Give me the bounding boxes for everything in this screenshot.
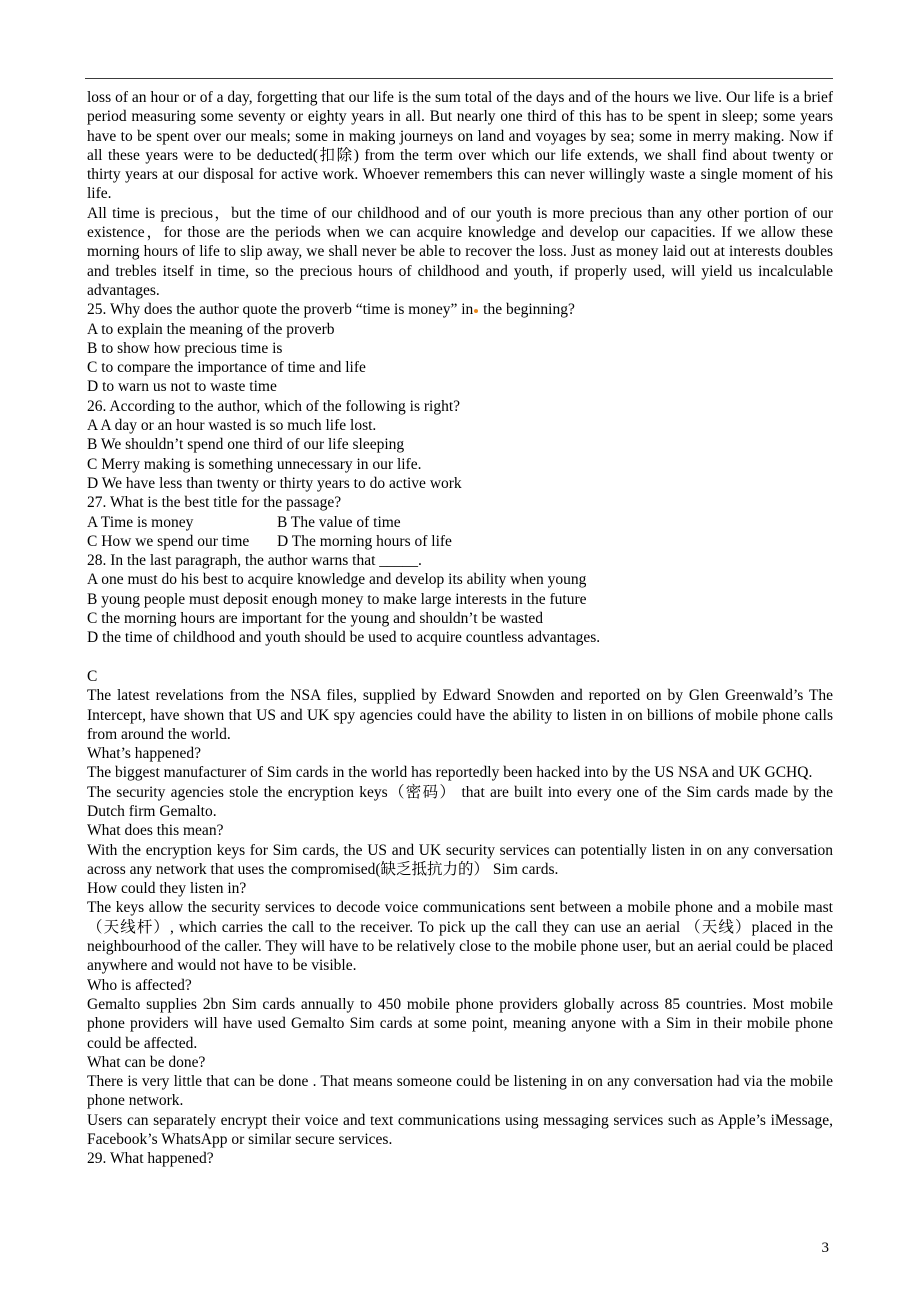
options-row [87,532,833,551]
option-right: B The value of time [277,513,401,531]
question-text: 25. Why does the author quote the proverb “time is money” in [87,301,474,319]
paragraph: With the encryption keys for Sim cards, the US and UK security services can potentially listen in on any conversation across any network that uses the compromised(缺乏抵抗力的） Sim cards. [87,841,833,878]
text-line: B young people must deposit enough money to make large interests in the future [87,590,587,608]
paragraph: The security agencies stole the encryption keys（密码） that are built into every one of the Sim cards made by the Dutch firm Gemalto. [87,783,833,820]
text-line: How could they listen in? [87,880,247,898]
text-line: A to explain the meaning of the proverb [87,320,335,338]
blank-line [87,648,833,667]
text-line: A one must do his best to acquire knowledge and develop its ability when young [87,571,587,589]
document-body [87,88,833,1169]
text-line: What does this mean? [87,822,224,840]
text-line: What can be done? [87,1053,206,1071]
paragraph: The latest revelations from the NSA files, supplied by Edward Snowden and reported on by Glen Greenwald’s The Intercept, have shown that US and UK spy agencies could have the ability to listen in on billions of mobile phone calls from around the world. [87,687,833,743]
text-line: C Merry making is something unnecessary in our life. [87,455,422,473]
paragraph: loss of an hour or of a day, forgetting that our life is the sum total of the days and of the hours we live. Our life is a brief period measuring some seventy or eighty years in all. But nearly one third of this has to be spent in sleep; some years have to be spent over our meals; some in making journeys on land and voyages by sea; some in merry making. Now if all these years were to be deducted(扣除) from the term over which our life extends, we shall find about twenty or thirty years at our disposal for active work. Whoever remembers this can never willingly waste a single moment of his life. [87,89,833,203]
text-line: C the morning hours are important for the young and shouldn’t be wasted [87,610,544,628]
paragraph: Users can separately encrypt their voice and text communications using messaging services such as Apple’s iMessage, Facebook’s WhatsApp or similar secure services. [87,1111,833,1149]
option-left: A Time is money [87,513,194,531]
text-line: C [87,667,98,685]
text-line: 26. According to the author, which of the following is right? [87,397,461,415]
page-number: 3 [821,1240,829,1256]
text-line: Who is affected? [87,976,192,994]
question-line [87,300,833,319]
text-line: What’s happened? [87,745,202,763]
paragraph: All time is precious，but the time of our childhood and of our youth is more precious than any other portion of our existence，for those are the periods when we can acquire knowledge and develop our capacities. If we allow these morning hours of life to slip away, we shall never be able to recover the loss. Just as money laid out at interests doubles and trebles itself in time, so the precious hours of childhood and youth, if properly used, will yield us incalculable advantages. [87,204,833,299]
text-line: D the time of childhood and youth should be used to acquire countless advantages. [87,629,601,647]
text-line: D to warn us not to waste time [87,378,277,396]
text-line: 27. What is the best title for the passage? [87,494,342,512]
spellcheck-dot-icon [474,309,478,313]
paragraph: Gemalto supplies 2bn Sim cards annually to 450 mobile phone providers globally across 85 countries. Most mobile phone providers will have used Gemalto Sim cards at some point, meaning anyone with a Sim in their mobile phone could be affected. [87,995,833,1052]
header-rule [85,78,833,79]
text-line: 28. In the last paragraph, the author warns that _____. [87,552,422,570]
question-text: the beginning? [479,301,575,319]
option-left: C How we spend our time [87,532,250,550]
options-row [87,513,833,532]
option-right: D The morning hours of life [277,532,452,550]
text-line: D We have less than twenty or thirty years to do active work [87,474,462,492]
text-line: A A day or an hour wasted is so much life lost. [87,417,377,435]
paragraph: The keys allow the security services to decode voice communications sent between a mobile phone and a mobile mast（天线杆）, which carries the call to the receiver. To pick up the call they can use an aerial （天线）placed in the neighbourhood of the caller. They will have to be relatively close to the mobile phone user, but an aerial could be placed anywhere and would not have to be visible. [87,899,833,975]
paragraph: The biggest manufacturer of Sim cards in the world has reportedly been hacked into by the US NSA and UK GCHQ. [87,764,813,782]
paragraph: There is very little that can be done . That means someone could be listening in on any conversation had via the mobile phone network. [87,1073,833,1110]
text-line: C to compare the importance of time and life [87,359,366,377]
text-line: 29. What happened? [87,1150,214,1168]
text-line: B to show how precious time is [87,339,283,357]
text-line: B We shouldn’t spend one third of our life sleeping [87,436,405,454]
